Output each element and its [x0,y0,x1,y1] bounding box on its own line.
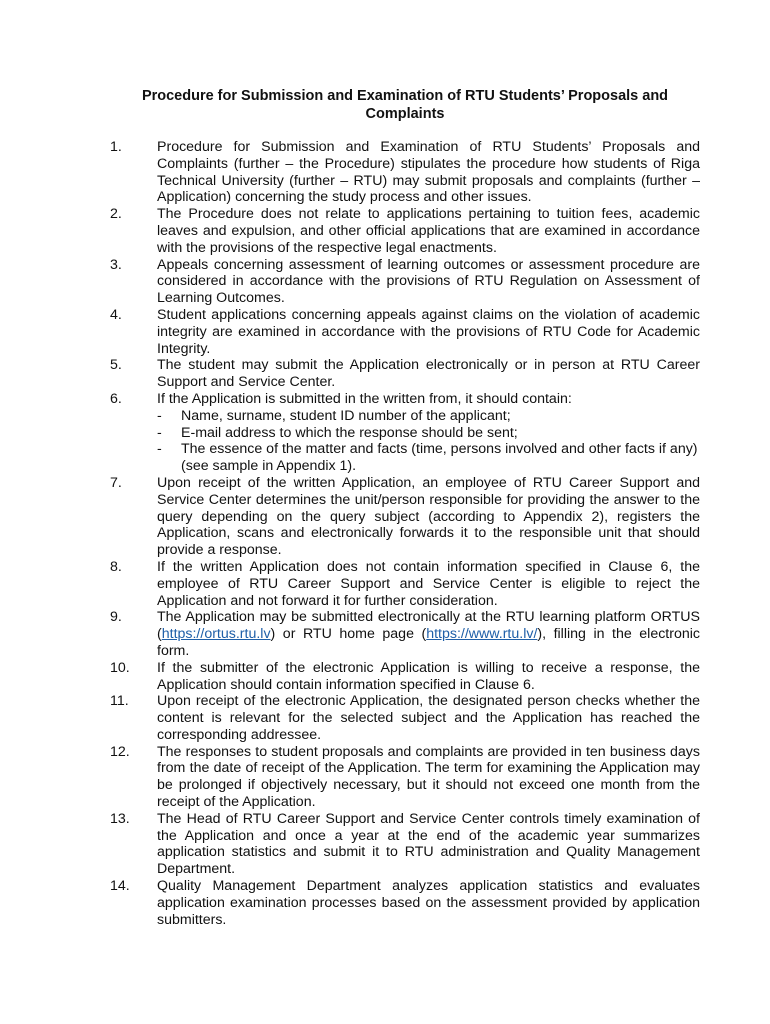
clause-number: 12. [110,743,130,760]
clause-text: If the Application is submitted in the written from, it should contain: [157,390,572,407]
clause-text-part: The Application may be submitted electronically at the RTU learning platform ORTUS ( [157,609,700,643]
clause-text: The responses to student proposals and complaints are provided in ten business days from the date of receipt of the Application. The term for examining the Application may be prolonged if objectively necessary, but it should not exceed one month from the receipt of the Application. [157,743,700,811]
clause-number: 2. [110,206,122,223]
clause-number: 14. [110,878,130,895]
clause-14 [110,878,700,928]
clause-number: 11. [110,693,129,710]
clause-text: The Head of RTU Career Support and Service Center controls timely examination of the Application and once a year at the end of the academic year summarizes application statistics and submit it to RTU administration and Quality Management Department. [157,810,700,878]
clause-8 [110,559,700,609]
clause-text: If the submitter of the electronic Application is willing to receive a response, the Application should contain information specified in Clause 6. [157,659,700,693]
clause-7 [110,475,700,559]
clause-number: 4. [110,306,122,323]
dash-bullet: - [157,407,162,424]
clause-number: 5. [110,357,122,374]
title-line-1: Procedure for Submission and Examination of RTU Students’ Proposals and [141,88,669,104]
ortus-link[interactable]: https://ortus.rtu.lv [161,626,271,643]
dash-bullet: - [157,441,162,458]
clause-10 [110,660,700,694]
list-item [157,425,700,442]
clause-list [110,139,700,928]
list-item-text: E-mail address to which the response should be sent; [181,424,518,441]
clause-12 [110,744,700,811]
clause-3 [110,257,700,307]
clause-text-part: ) or RTU home page ( [270,626,427,643]
list-item [157,441,700,475]
clause-4 [110,307,700,357]
clause-text: The Procedure does not relate to applications pertaining to tuition fees, academic leaves and expulsion, and other official applications that are examined in accordance with the provisions of the respective legal enactments. [157,206,700,256]
clause-text: The student may submit the Application electronically or in person at RTU Career Support and Service Center. [157,357,700,391]
list-item [157,408,700,425]
clause-number: 10. [110,659,130,676]
clause-9 [110,609,700,659]
clause-text: Quality Management Department analyzes application statistics and evaluates application examination processes based on the assessment provided by application submitters. [157,878,700,928]
list-item-text: Name, surname, student ID number of the applicant; [181,407,511,424]
clause-2 [110,206,700,256]
clause-number: 13. [110,810,130,827]
clause-number: 1. [110,139,122,155]
clause-text: If the written Application does not contain information specified in Clause 6, the employee of RTU Career Support and Service Center is eligible to reject the Application and not forward it for further consideration. [157,558,700,609]
list-item-text: The essence of the matter and facts (time, persons involved and other facts if any) (see sample in Appendix 1). [181,441,698,475]
clause-number: 7. [110,474,122,491]
clause-text [157,609,700,659]
clause-text-part: ), filling in the electronic form. [157,626,700,659]
clause-text: Procedure for Submission and Examination of RTU Students’ Proposals and Complaints (further – the Procedure) stipulates the procedure how students of Riga Technical University (further – RTU) may submit proposals and complaints (further – Application) concerning the study process and other issues. [157,139,700,206]
clause-6 [110,391,700,475]
document-title [110,87,700,123]
clause-5 [110,357,700,391]
clause-number: 3. [110,256,122,273]
required-contents-list [157,408,700,475]
clause-text: Appeals concerning assessment of learning outcomes or assessment procedure are considered in accordance with the provisions of RTU Regulation on Assessment of Learning Outcomes. [157,256,700,307]
clause-text: Student applications concerning appeals against claims on the violation of academic integrity are examined in accordance with the provisions of RTU Code for Academic Integrity. [157,306,700,357]
clause-11 [110,693,700,743]
rtu-homepage-link[interactable]: https://www.rtu.lv/ [426,626,538,643]
clause-1 [110,139,700,206]
clause-number: 8. [110,558,122,575]
clause-13 [110,811,700,878]
dash-bullet: - [157,424,162,441]
clause-text: Upon receipt of the electronic Application, the designated person checks whether the content is relevant for the selected subject and the Application has reached the corresponding addressee. [157,693,700,743]
clause-text: Upon receipt of the written Application, an employee of RTU Career Support and Service Center determines the unit/person responsible for providing the answer to the query depending on the query subject (according to Appendix 2), registers the Application, scans and electronically forwards it to the responsible unit that should provide a response. [157,474,700,559]
clause-number: 9. [110,609,122,626]
title-line-2: Complaints [365,106,445,122]
clause-number: 6. [110,390,122,407]
